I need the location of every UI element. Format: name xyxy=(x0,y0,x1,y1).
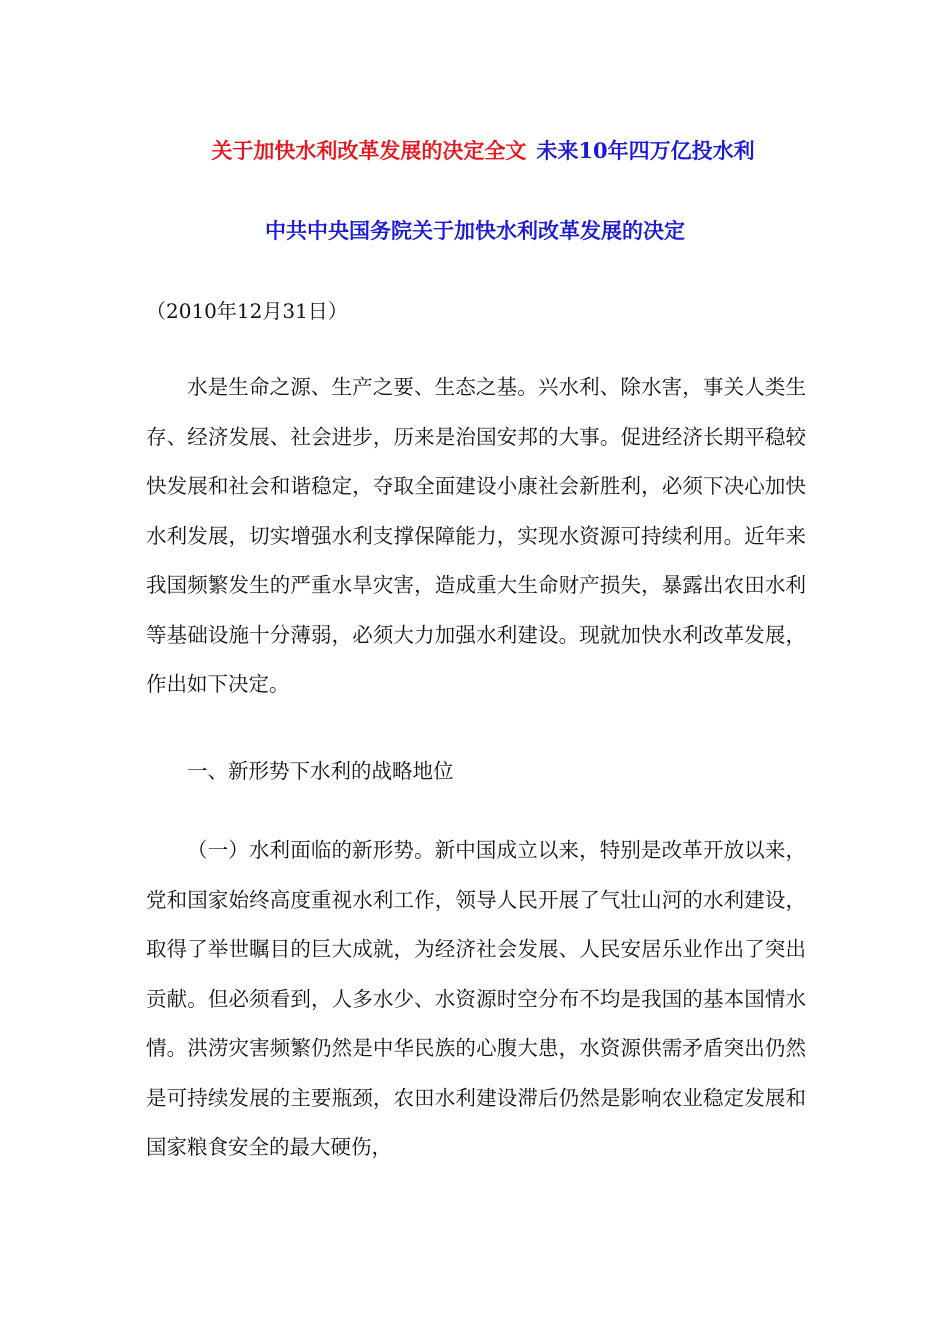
title-blue-part: 未来10年四万亿投水利 xyxy=(536,138,755,163)
document-title xyxy=(0,136,950,166)
paragraph-section-1: （一）水利面临的新形势。新中国成立以来，特别是改革开放以来，党和国家始终高度重视水利工作，领导人民开展了气壮山河的水利建设，取得了举世瞩目的巨大成就，为经济社会发展、人民安居乐业作出了突出贡献。但必须看到，人多水少、水资源时空分布不均是我国的基本国情水情。洪涝灾害频繁仍然是中华民族的心腹大患，水资源供需矛盾突出仍然是可持续发展的主要瓶颈，农田水利建设滞后仍然是影响农业稳定发展和国家粮食安全的最大硬伤， xyxy=(146,838,806,1159)
document-subtitle: 中共中央国务院关于加快水利改革发展的决定 xyxy=(265,218,685,243)
title-red-part: 关于加快水利改革发展的决定全文 xyxy=(211,138,527,163)
section-heading: 一、新形势下水利的战略地位 xyxy=(187,759,454,783)
document-date: （2010年12月31日） xyxy=(146,299,348,323)
paragraph-intro: 水是生命之源、生产之要、生态之基。兴水利、除水害，事关人类生存、经济发展、社会进步，历来是治国安邦的大事。促进经济长期平稳较快发展和社会和谐稳定，夺取全面建设小康社会新胜利，必须下决心加快水利发展，切实增强水利支撑保障能力，实现水资源可持续利用。近年来我国频繁发生的严重水旱灾害，造成重大生命财产损失，暴露出农田水利等基础设施十分薄弱，必须大力加强水利建设。现就加快水利改革发展，作出如下决定。 xyxy=(146,375,806,696)
